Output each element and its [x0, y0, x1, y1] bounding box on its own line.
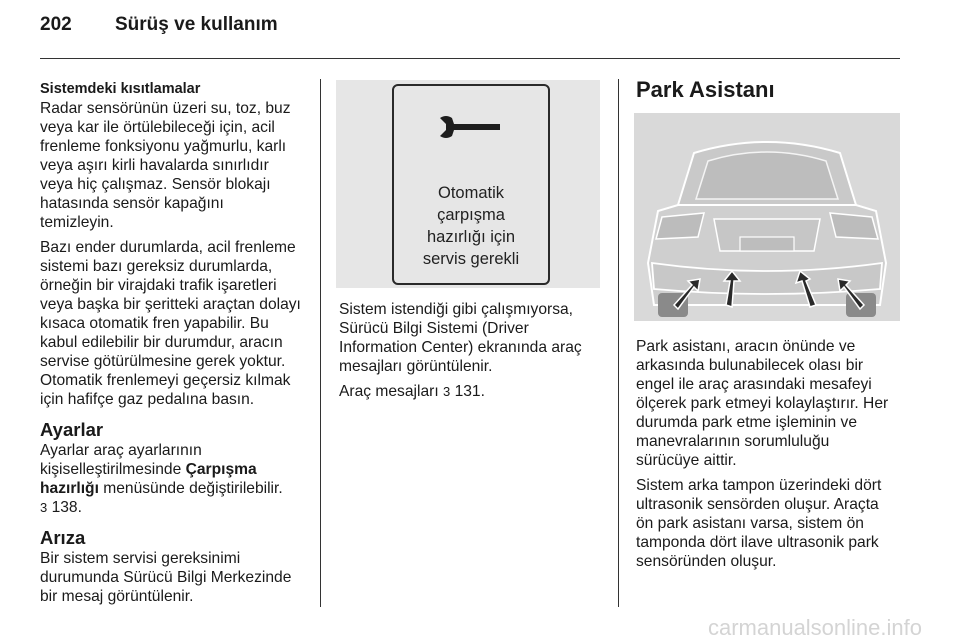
vehicle-messages-reference[interactable]	[339, 382, 611, 401]
limitations-paragraph	[40, 99, 312, 232]
text-line: Information Center) ekranında araç	[339, 339, 582, 356]
display-screen	[392, 84, 550, 285]
text-line: Ayarlar araç ayarlarının	[40, 442, 202, 459]
text-line: Radar sensörünün üzeri su, toz, buz	[40, 100, 291, 117]
text-line: temizleyin.	[40, 214, 114, 231]
reference-page: 138.	[47, 499, 82, 516]
text-line: sistemi bazı gereksiz durumlarda,	[40, 258, 273, 275]
arrow-icon: 3	[443, 384, 451, 399]
text-line: sürücüye aittir.	[636, 452, 737, 469]
text-line: arkasında bulunabilecek olası bir	[636, 357, 864, 374]
page-number: 202	[40, 14, 72, 35]
text-line: Bazı ender durumlarda, acil frenleme	[40, 239, 296, 256]
text-line: bir mesaj görüntülenir.	[40, 588, 194, 605]
text-line: Sistem istendiği gibi çalışmıyorsa,	[339, 301, 573, 318]
text-line: için hafifçe gaz pedalına basın.	[40, 391, 255, 408]
park-assist-heading: Park Asistanı	[636, 77, 775, 102]
fault-paragraph	[40, 549, 312, 606]
menu-name-bold: Çarpışma	[185, 461, 257, 478]
text-line: veya hiç çalışmaz. Sensör blokajı	[40, 176, 271, 193]
text-line: ultrasonik sensörden oluşur. Araçta	[636, 496, 879, 513]
text-line: hatasında sensör kapağını	[40, 195, 224, 212]
wrench-icon	[436, 112, 506, 142]
text-line: veya kar ile örtülebileceği için, acil	[40, 119, 275, 136]
column-divider-2	[618, 79, 619, 607]
column-emergency-braking	[40, 80, 312, 612]
limitations-subheading: Sistemdeki kısıtlamalar	[40, 81, 201, 97]
reference-page: 131.	[450, 383, 485, 400]
column-park-assist	[636, 337, 908, 577]
text-line: manevralarının sorumluluğu	[636, 433, 830, 450]
driver-info-display-illustration	[336, 80, 600, 288]
text-line: menüsünde değiştirilebilir.	[98, 480, 283, 497]
text-line: sensöründen oluşur.	[636, 553, 777, 570]
text-line: Sürücü Bilgi Sistemi (Driver	[339, 320, 529, 337]
text-line: veya aşırı kirli havalarda sınırlıdır	[40, 157, 269, 174]
reference-text: Araç mesajları	[339, 383, 443, 400]
sensors-paragraph	[636, 476, 908, 571]
settings-paragraph	[40, 441, 312, 517]
display-line: servis gerekli	[422, 250, 520, 268]
arrow-icon: 3	[40, 500, 48, 515]
page-reference[interactable]	[40, 499, 82, 516]
text-line: kişiselleştirilmesinde	[40, 461, 186, 478]
text-line: Sistem arka tampon üzerindeki dört	[636, 477, 882, 494]
text-line: mesajları görüntülenir.	[339, 358, 493, 375]
text-line: Otomatik frenlemeyi geçersiz kılmak	[40, 372, 291, 389]
text-line: ön park asistanı varsa, sistem ön	[636, 515, 864, 532]
text-line: frenleme fonksiyonu yağmurlu, karlı	[40, 138, 287, 155]
text-line: ölçerek park etmeyi kolaylaştırır. Her	[636, 395, 889, 412]
text-line: kabul edilebilir bir durumdur, aracın	[40, 334, 283, 351]
fault-heading: Arıza	[40, 527, 86, 548]
text-line: Park asistanı, aracın önünde ve	[636, 338, 856, 355]
display-line: hazırlığı için	[426, 228, 516, 246]
text-line: veya başka bir şeritteki araçtan dolayı	[40, 296, 301, 313]
settings-heading: Ayarlar	[40, 419, 104, 440]
car-rear-sensors-icon	[634, 113, 900, 321]
text-line: tamponda dört ilave ultrasonik park	[636, 534, 879, 551]
text-line: durumunda Sürücü Bilgi Merkezinde	[40, 569, 292, 586]
column-divider-1	[320, 79, 321, 607]
text-line: durumda park etme işleminin ve	[636, 414, 858, 431]
car-rear-illustration	[634, 113, 900, 321]
text-line: örneğin bir virajdaki trafik işaretleri	[40, 277, 277, 294]
watermark: carmanualsonline.info	[707, 615, 922, 640]
park-assist-heading-wrap	[636, 76, 906, 104]
column-system-messages	[339, 300, 611, 407]
unwanted-braking-paragraph	[40, 238, 312, 409]
park-assist-paragraph	[636, 337, 908, 470]
text-line: Bir sistem servisi gereksinimi	[40, 550, 241, 567]
header-rule	[40, 58, 900, 59]
system-paragraph	[339, 300, 611, 376]
display-message	[394, 182, 548, 270]
text-line: engel ile araç arasındaki mesafeyi	[636, 376, 872, 393]
text-line: kısaca otomatik fren yapabilir. Bu	[40, 315, 269, 332]
display-line: çarpışma	[437, 206, 505, 224]
menu-name-bold: hazırlığı	[40, 480, 99, 497]
page-title: Sürüş ve kullanım	[115, 14, 278, 35]
display-line: Otomatik	[437, 184, 505, 202]
text-line: servise götürülmesine gerek yoktur.	[40, 353, 286, 370]
